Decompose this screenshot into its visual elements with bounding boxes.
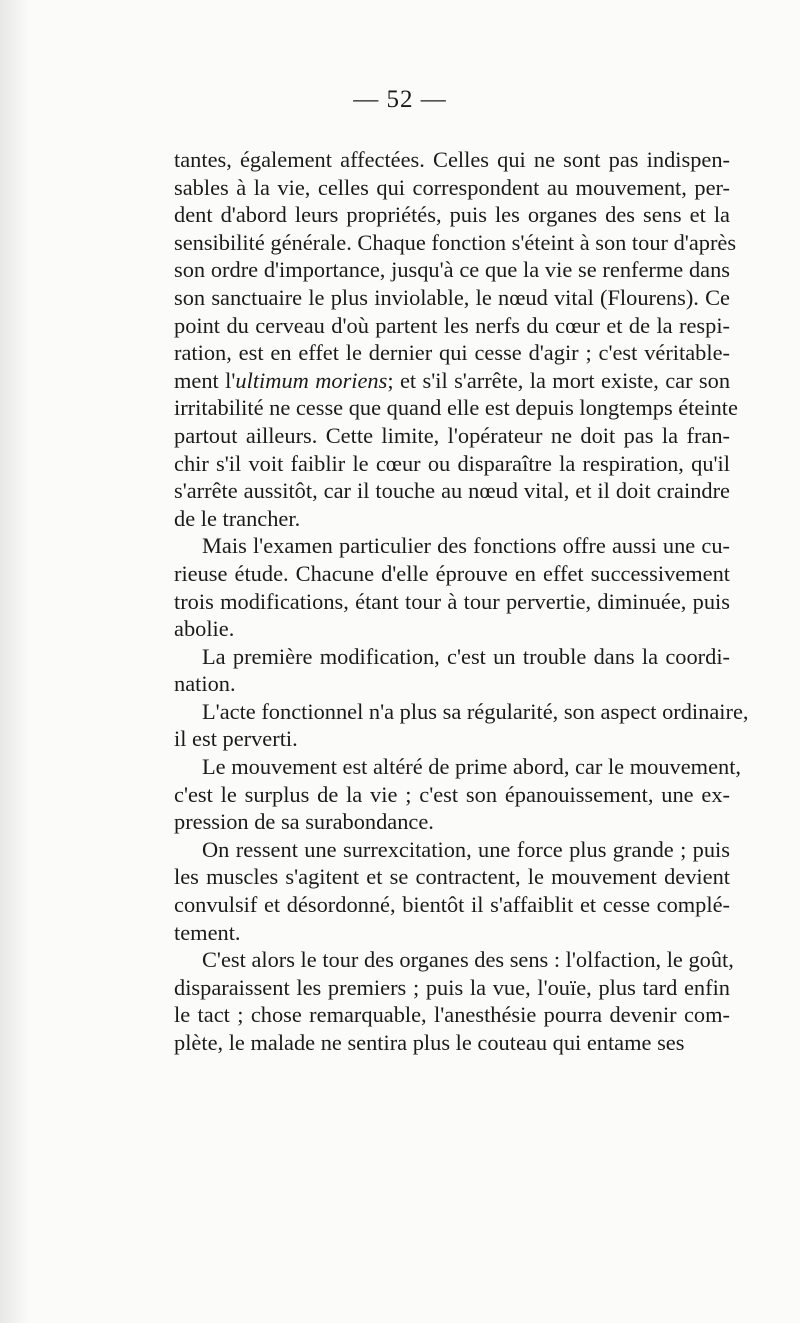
text-line: dent d'abord leurs propriétés, puis les organes des sens et la	[174, 202, 730, 228]
paragraph	[174, 753, 742, 836]
text-line: son sanctuaire le plus inviolable, le nœud vital (Flourens). Ce	[174, 284, 730, 310]
paragraph	[174, 836, 730, 946]
text-line: trois modifications, étant tour à tour pervertie, diminuée, puis	[174, 588, 730, 614]
text-line: point du cerveau d'où partent les nerfs du cœur et de la respi-	[174, 312, 730, 338]
paragraph	[174, 946, 734, 1056]
text-line: abolie.	[174, 616, 235, 642]
page-number: — 52 —	[353, 86, 447, 113]
paragraph	[174, 146, 738, 532]
page-edge-shadow	[0, 0, 30, 1323]
text-line: ration, est en effet le dernier qui cesse d'agir ; c'est véritable-	[174, 340, 730, 366]
text-line: les muscles s'agitent et se contractent, le mouvement devient	[174, 864, 730, 890]
text-line: son ordre d'importance, jusqu'à ce que la vie se renferme dans	[174, 257, 730, 283]
text-line: L'acte fonctionnel n'a plus sa régularité, son aspect ordinaire,	[202, 698, 749, 724]
text-line: sensibilité générale. Chaque fonction s'éteint à son tour d'après	[174, 229, 737, 255]
text-line: chir s'il voit faiblir le cœur ou disparaître la respiration, qu'il	[174, 450, 730, 476]
text-line: c'est le surplus de la vie ; c'est son épanouissement, une ex-	[174, 781, 730, 807]
body-text	[174, 146, 749, 1057]
paragraph	[174, 643, 730, 698]
text-line: rieuse étude. Chacune d'elle éprouve en effet successivement	[174, 560, 730, 586]
text-line: le tact ; chose remarquable, l'anesthésie pourra devenir com-	[174, 1002, 730, 1028]
text-line: C'est alors le tour des organes des sens : l'olfaction, le goût,	[202, 947, 734, 973]
text-line: il est perverti.	[174, 726, 298, 752]
text-line: irritabilité ne cesse que quand elle est depuis longtemps éteinte	[174, 395, 738, 421]
text-line: tantes, également affectées. Celles qui ne sont pas indispen-	[174, 147, 730, 172]
text-line: plète, le malade ne sentira plus le couteau qui entame ses	[174, 1030, 685, 1055]
text-line: tement.	[174, 919, 241, 945]
text-line: sables à la vie, celles qui correspondent au mouvement, per-	[174, 174, 730, 200]
text-line: partout ailleurs. Cette limite, l'opérateur ne doit pas la fran-	[174, 422, 730, 448]
text-line: pression de sa surabondance.	[174, 809, 434, 835]
text-line: nation.	[174, 671, 236, 697]
text-line: disparaissent les premiers ; puis la vue, l'ouïe, plus tard enfin	[174, 974, 730, 1000]
text-line: On ressent une surrexcitation, une force plus grande ; puis	[202, 836, 730, 862]
text-line: La première modification, c'est un trouble dans la coordi-	[202, 643, 730, 669]
text-line: Mais l'examen particulier des fonctions offre aussi une cu-	[202, 533, 730, 559]
paragraph	[174, 532, 730, 642]
text-line: convulsif et désordonné, bientôt il s'affaiblit et cesse complé-	[174, 892, 730, 918]
paragraph	[174, 698, 749, 753]
text-line: s'arrête aussitôt, car il touche au nœud vital, et il doit craindre	[174, 478, 730, 504]
text-line: Le mouvement est altéré de prime abord, car le mouvement,	[202, 754, 742, 780]
text-line: de le trancher.	[174, 505, 301, 531]
text-line: ment l'ultimum moriens; et s'il s'arrête, la mort existe, car son	[174, 367, 731, 393]
